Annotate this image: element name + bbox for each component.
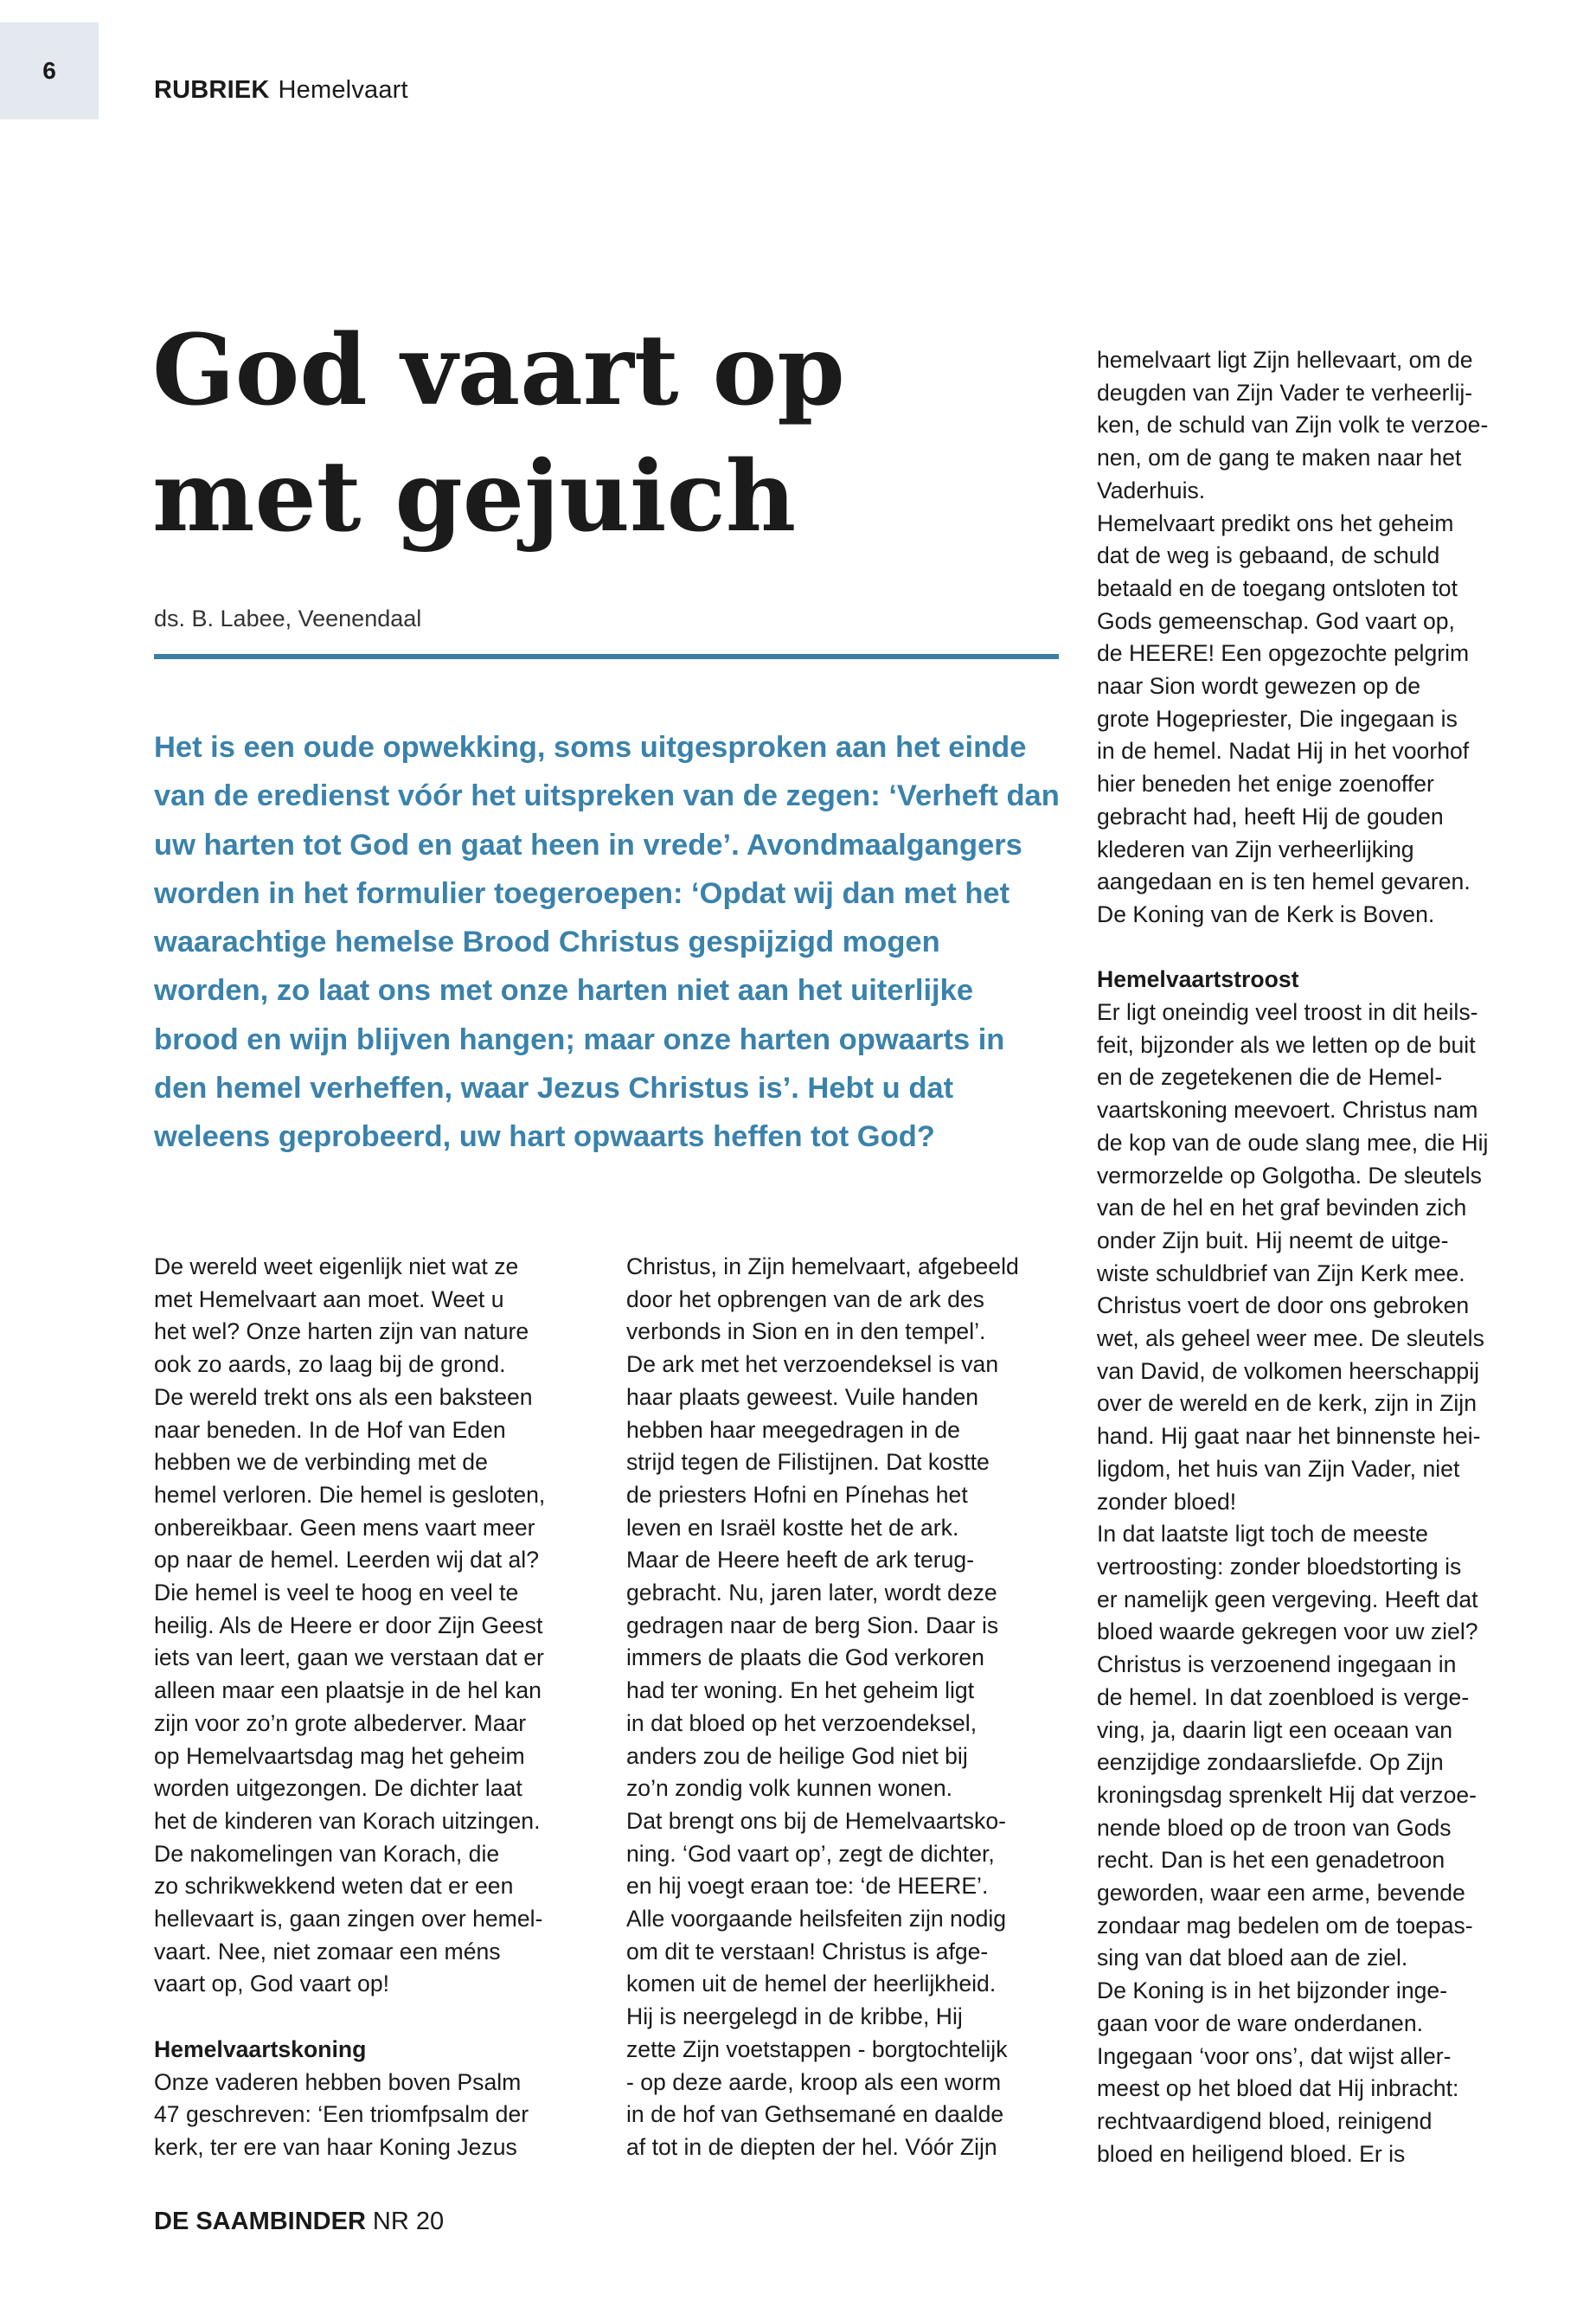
rubric-topic: Hemelvaart <box>278 76 408 104</box>
paragraph: Hemelvaart predikt ons het geheim dat de weg is gebaand, de schuld betaald en de toegang ontsloten tot Gods gemeenschap. God vaart op, de HEERE! Een opgezochte pelgrim naar Sion wordt gewezen op de grote Hogepriester, Die ingegaan is in de hemel. Nadat Hij in het voorhof hier beneden het enige zoenoffer gebracht had, heeft Hij de gouden klederen van Zijn verheerlijking aangedaan en is ten hemel gevaren. De Koning van de Kerk is Boven. <box>1097 510 1471 927</box>
paragraph: In dat laatste ligt toch de meeste vertroosting: zonder bloedstorting is er namelijk geen vergeving. Heeft dat bloed waarde gekregen voor uw ziel? Christus is verzoenend ingegaan in de hemel. In dat zoenbloed is verge- ving, ja, daarin ligt een oceaan van eenzijdige zondaarsliefde. Op Zijn kroningsdag sprenkelt Hij dat verzoe- nende bloed op de troon van Gods recht. Dan is het een genadetroon geworden, waar een arme, bevende zondaar mag bedelen om de toepas- sing van dat bloed aan de ziel. <box>1097 1521 1478 1971</box>
section-heading: Hemelvaartstroost <box>1097 966 1299 993</box>
paragraph: De wereld weet eigenlijk niet wat ze met Hemelvaart aan moet. Weet u het wel? Onze harten zijn van nature ook zo aards, zo laag bij de grond. De wereld trekt ons als een baksteen naar beneden. In de Hof van Eden hebben we de verbinding met de hemel verloren. Die hemel is gesloten, onbereikbaar. Geen mens vaart meer op naar de hemel. Leerden wij dat al? Die hemel is veel te hoog en veel te heilig. Als de Heere er door Zijn Geest iets van leert, gaan we verstaan dat er alleen maar een plaatsje in de hel kan zijn voor zo’n grote albederver. Maar op Hemelvaartsdag mag het geheim worden uitgezongen. De dichter laat het de kinderen van Korach uitzingen. De nakomelingen van Korach, die zo schrikwekkend weten dat er een hellevaart is, gaan zingen over hemel- vaart. Nee, niet zomaar een méns vaart op, God vaart op! <box>154 1253 546 1997</box>
page-footer <box>154 2208 444 2236</box>
paragraph: Dat brengt ons bij de Hemelvaartsko- ning. ‘God vaart op’, zegt de dichter, en hij voegt eraan toe: ‘de HEERE’. Alle voorgaande heilsfeiten zijn nodig om dit te verstaan! Christus is afge- komen uit de hemel der heerlijkheid. Hij is neergelegd in de kribbe, Hij zette Zijn voetstappen - borgtochtelijk - op deze aarde, kroop als een worm in de hof van Gethsemané en daalde af tot in de diepten der hel. Vóór Zijn <box>626 1807 1008 2160</box>
paragraph: Onze vaderen hebben boven Psalm 47 geschreven: ‘Een triomfpsalm der kerk, ter ere van haar Koning Jezus <box>154 2068 529 2160</box>
body-column-1 <box>154 1251 604 2164</box>
paragraph: hemelvaart ligt Zijn hellevaart, om de deugden van Zijn Vader te verheerlij- ken, de schuld van Zijn volk te verzoe- nen, om de gang te maken naar het Vaderhuis. <box>1097 347 1489 503</box>
paragraph: Christus, in Zijn hemelvaart, afgebeeld door het opbrengen van de ark des verbonds in Sion en in den tempel’. De ark met het verzoendeksel is van haar plaats geweest. Vuile handen hebben haar meegedragen in de strijd tegen de Filistijnen. Dat kostte de priesters Hofni en Pínehas het leven en Israël kostte het de ark. Maar de Heere heeft de ark terug- gebracht. Nu, jaren later, wordt deze gedragen naar de berg Sion. Daar is immers de plaats die God verkoren had ter woning. En het geheim ligt in dat bloed op het verzoendeksel, anders zou de heilige God niet bij zo’n zondig volk kunnen wonen. <box>626 1253 1019 1802</box>
paragraph: Er ligt oneindig veel troost in dit heils- feit, bijzonder als we letten op de buit en de zegetekenen die de Hemel- vaartskoning meevoert. Christus nam de kop van de oude slang mee, die Hij vermorzelde op Golgotha. De sleutels van de hel en het graf bevinden zich onder Zijn buit. Hij neemt de uitge- wiste schuldbrief van Zijn Kerk mee. Christus voert de door ons gebroken wet, als geheel weer mee. De sleutels van David, de volkomen heerschappij over de wereld en de kerk, zijn in Zijn hand. Hij gaat naar het binnenste hei- ligdom, het huis van Zijn Vader, niet zonder bloed! <box>1097 999 1489 1515</box>
issue-number: NR 20 <box>372 2208 445 2235</box>
article-author: ds. B. Labee, Veenendaal <box>154 606 422 631</box>
page-number: 6 <box>42 57 56 84</box>
publication-name: DE SAAMBINDER <box>154 2208 366 2235</box>
rubric-label: RUBRIEK <box>154 76 270 104</box>
section-heading: Hemelvaartskoning <box>154 2035 367 2062</box>
article-intro: Het is een oude opwekking, soms uitgesproken aan het einde van de eredienst vóór het uitspreken van de zegen: ‘Verheft dan uw harten tot God en gaat heen in vrede’. Avondmaalgangers worden in het formulier toegeroepen: ‘Opdat wij dan met het waarachtige hemelse Brood Christus gespijzigd mogen worden, zo laat ons met onze harten niet aan het uiterlijke brood en wijn blijven hangen; maar onze harten opwaarts in den hemel verheffen, waar Jezus Christus is’. Hebt u dat weleens geprobeerd, uw hart opwaarts heffen tot God? <box>154 731 1060 1154</box>
rubric-header <box>154 76 408 105</box>
paragraph: De Koning is in het bijzonder inge- gaan voor de ware onderdanen. Ingegaan ‘voor ons’, dat wijst aller- meest op het bloed dat Hij inbracht: rechtvaardigend bloed, reinigend bloed en heiligend bloed. Er is <box>1097 1977 1459 2167</box>
body-column-2 <box>626 1251 1076 2164</box>
title-divider <box>154 654 1059 659</box>
article-title: God vaart op met gejuich <box>152 314 845 554</box>
body-column-3 <box>1097 344 1547 2170</box>
